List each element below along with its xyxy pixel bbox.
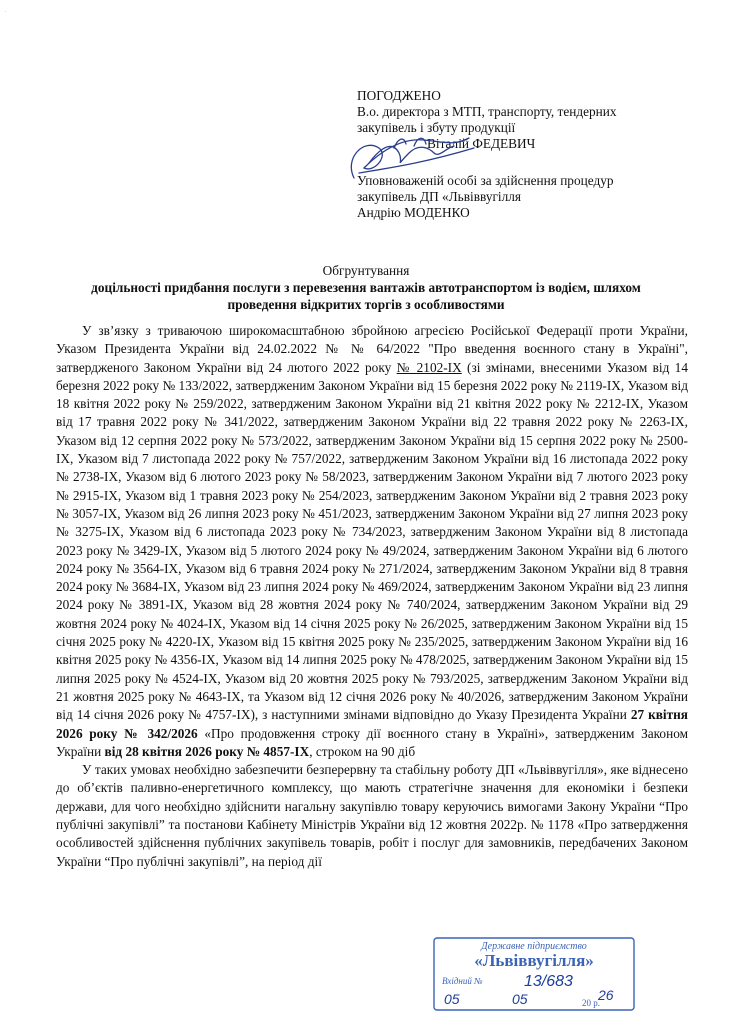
recipient-line1: Уповноваженій особі за здійснення процедур: [357, 173, 614, 188]
stamp-year-suffix: 20 р.: [582, 998, 600, 1008]
paragraph-2: У таких умовах необхідно забезпечити безперервну та стабільну роботу ДП «Львіввугілля», яке віднесено до об’єктів паливно-енергетичного комплексу, що мають стратегічне значення для економіки і безпеки держави, для чого необхідно здійснити нагальну закупівлю товару керуючись вимогами Закону України “Про публічні закупівлі” та постанови Кабінету Міністрів України від 12 жовтня 2022р. № 1178 «Про затвердження особливостей здійснення публічних закупівель товарів, робіт і послуг для замовників, передбачених Законом України “Про публічні закупівлі”, на період дії: [56, 762, 688, 869]
paragraph-1-text-c: (зі змінами, внесеними Указом від 14 березня 2022 року № 133/2022, затвердженим Законом України від 15 березня 2022 року № 2119-IX, Указом від 18 квітня 2022 року № 259/2022, затвердженим Законом України від 21 квітня 2022 року № 2212-IX, Указом від 17 травня 2022 року № 341/2022, затвердженим Законом України від 22 травня 2022 року № 2263-IX, Указом від 12 серпня 2022 року № 573/2022, затвердженим Законом України від 15 серпня 2022 року № 2500-IX, Указом від 7 листопада 2022 року № 757/2022, затвердженим Законом України від 16 листопада 2022 року № 2738-IX, Указом від 6 лютого 2023 року № 58/2023, затвердженим Законом України від 7 лютого 2023 року № 2915-IX, Указом від 1 травня 2023 року № 254/2023, затвердженим Законом України від 2 травня 2023 року № 3057-IX, Указом від 26 липня 2023 року № 451/2023, затвердженим Законом України від 27 липня 2023 року № 3275-IX, Указом від 6 листопада 2023 року № 734/2023, затвердженим Законом України від 8 листопада 2023 року № 3429-IX, Указом від 5 лютого 2024 року № 49/2024, затвердженим Законом України від 6 лютого 2024 року № 3564-IX, Указом від 6 травня 2024 року № 271/2024, затвердженим Законом України від 8 травня 2024 року № 3684-IX, Указом від 23 липня 2024 року № 469/2024, затвердженим Законом України від 23 липня 2024 року № 3891-IX, Указом від 28 жовтня 2024 року № 740/2024, затвердженим Законом України від 29 жовтня 2024 року № 4024-IX, Указом від 14 січня 2025 року № 26/2025, затвердженим Законом України від 15 січня 2025 року № 4220-IX, Указом від 15 квітня 2025 року № 235/2025, затвердженим Законом України від 16 квітня 2025 року № 4356-IX, Указом від 14 липня 2025 року № 478/2025, затвердженим Законом України від 15 липня 2025 року № 4524-IX, Указом від 20 жовтня 2025 року № 793/2025, затвердженим Законом України від 21 жовтня 2025 року № 4643-IX, та Указом від 12 січня 2026 року № 40/2026, затвердженим Законом України від 14 січня 2026 року № 4757-IX), з наступними змінами відповідно до Указу Президента України: [56, 359, 688, 723]
stamp-line1: Державне підприємство: [481, 941, 587, 952]
stamp-date-day: 05: [444, 991, 460, 1007]
paragraph-1: [56, 322, 688, 761]
recipient-line2: закупівель ДП «Львіввугілля: [357, 189, 521, 204]
document-title: [40, 262, 692, 313]
approval-position-line2: закупівель і збуту продукції: [357, 120, 516, 135]
title-line3: проведення відкритих торгів з особливостями: [227, 297, 505, 312]
paragraph-1-text-g: , строком на 90 діб: [309, 743, 416, 759]
paragraph-1-text-e: «Про продовження строку дії воєнного стану в Україні», затвердженим Законом України: [56, 725, 689, 759]
handwritten-signature: [334, 118, 484, 198]
approval-position-line1: В.о. директора з МТП, транспорту, тендерних: [357, 104, 617, 119]
paragraph-1-law-date: від 28 квітня 2026 року № 4857-IX: [104, 743, 310, 759]
stamp-label: Вхідний №: [442, 976, 483, 986]
paragraph-1-decree-date: 27 квітня 2026 року № 342/2026: [56, 707, 689, 741]
stamp-date-month: 05: [512, 991, 528, 1007]
document-body: [56, 322, 688, 871]
stamp-number: 13/683: [524, 973, 573, 990]
registration-stamp: [432, 936, 636, 1012]
title-line2: доцільності придбання послуги з перевезення вантажів автотранспортом із водієм, шляхом: [91, 280, 641, 295]
title-line1: Обгрунтування: [322, 263, 410, 278]
paragraph-1-law-ref: № 2102-IX: [396, 359, 462, 375]
stamp-line2: «Львіввугілля»: [474, 951, 594, 970]
approval-signer-name: Віталій ФЕДЕВИЧ: [427, 136, 536, 151]
approval-heading: ПОГОДЖЕНО: [357, 88, 441, 103]
paragraph-1-text-a: У зв’язку з триваючою широкомасштабною збройною агресією Російської Федерації проти України, Указом Президента України від 24.02.2022 № № 64/2022 "Про введення воєнного стану в Україні", затвердженого Законом України від 24 лютого 2022 року: [56, 323, 688, 375]
stamp-date-year: 26: [598, 987, 614, 1003]
recipient-name: Андрію МОДЕНКО: [357, 205, 470, 220]
bleed-through-mark: ·: [4, 6, 7, 16]
